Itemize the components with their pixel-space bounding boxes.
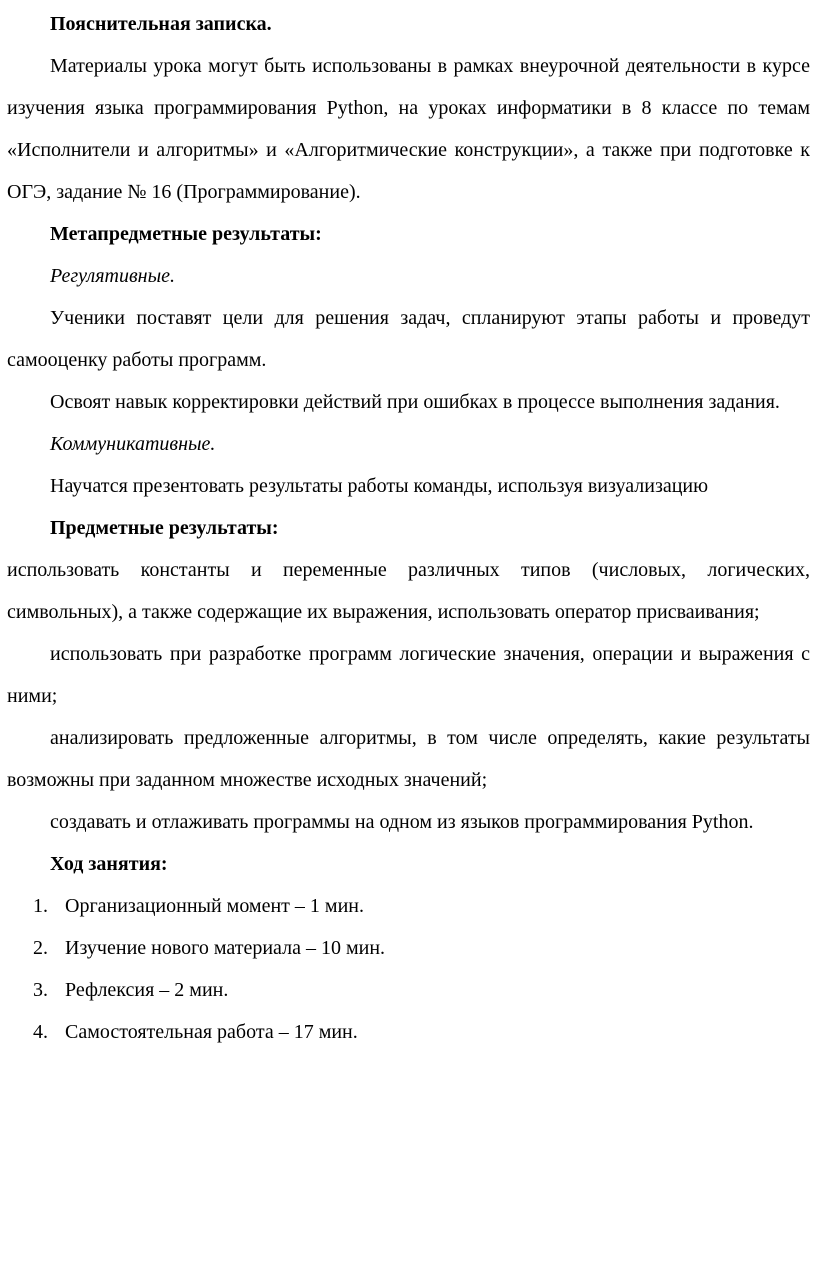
paragraph-predmetnye-2: использовать при разработке программ логические значения, операции и выражения с ними;: [7, 643, 810, 707]
list-item-text: Самостоятельная работа – 17 мин.: [65, 1021, 358, 1043]
list-item-text: Организационный момент – 1 мин.: [65, 895, 364, 917]
paragraph-predmetnye-3: анализировать предложенные алгоритмы, в том числе определять, какие результаты возможны при заданном множестве исходных значений;: [7, 727, 810, 791]
document-page: [7, 3, 810, 1266]
subheading-kommunikativnye: Коммуникативные.: [50, 433, 216, 455]
list-item-text: Изучение нового материала – 10 мин.: [65, 937, 386, 959]
heading-predmetnye-rezultaty: Предметные результаты:: [50, 517, 279, 539]
paragraph-intro: Материалы урока могут быть использованы в рамках внеурочной деятельности в курсе изучения языка программирования Python, на уроках информатики в 8 классе по темам «Исполнители и алгоритмы» и «Алгоритмические конструкции», а также при подготовке к ОГЭ, задание № 16 (Программирование).: [7, 55, 810, 203]
list-item-text: Рефлексия – 2 мин.: [65, 979, 229, 1001]
list-item-number: 4.: [33, 1021, 48, 1043]
list-item-number: 2.: [33, 937, 48, 959]
paragraph-regulyativnye-1: Ученики поставят цели для решения задач, спланируют этапы работы и проведут самооценку работы программ.: [7, 307, 810, 371]
list-item: [33, 1011, 810, 1053]
paragraph-predmetnye-4: создавать и отлаживать программы на одном из языков программирования Python.: [50, 811, 754, 833]
list-item: [33, 885, 810, 927]
heading-metapredmetnye-rezultaty: Метапредметные результаты:: [50, 223, 322, 245]
document-title: Пояснительная записка.: [50, 13, 272, 35]
list-item: [33, 927, 810, 969]
list-item: [33, 969, 810, 1011]
paragraph-regulyativnye-2: Освоят навык корректировки действий при ошибках в процессе выполнения задания.: [50, 391, 780, 413]
list-item-number: 3.: [33, 979, 48, 1001]
lesson-schedule-list: [7, 885, 810, 1053]
list-item-number: 1.: [33, 895, 48, 917]
paragraph-predmetnye-1: использовать константы и переменные различных типов (числовых, логических, символьных), а также содержащие их выражения, использовать оператор присваивания;: [7, 559, 810, 623]
paragraph-kommunikativnye: Научатся презентовать результаты работы команды, используя визуализацию: [50, 475, 709, 497]
heading-hod-zanyatiya: Ход занятия:: [50, 853, 168, 875]
subheading-regulyativnye: Регулятивные.: [50, 265, 175, 287]
